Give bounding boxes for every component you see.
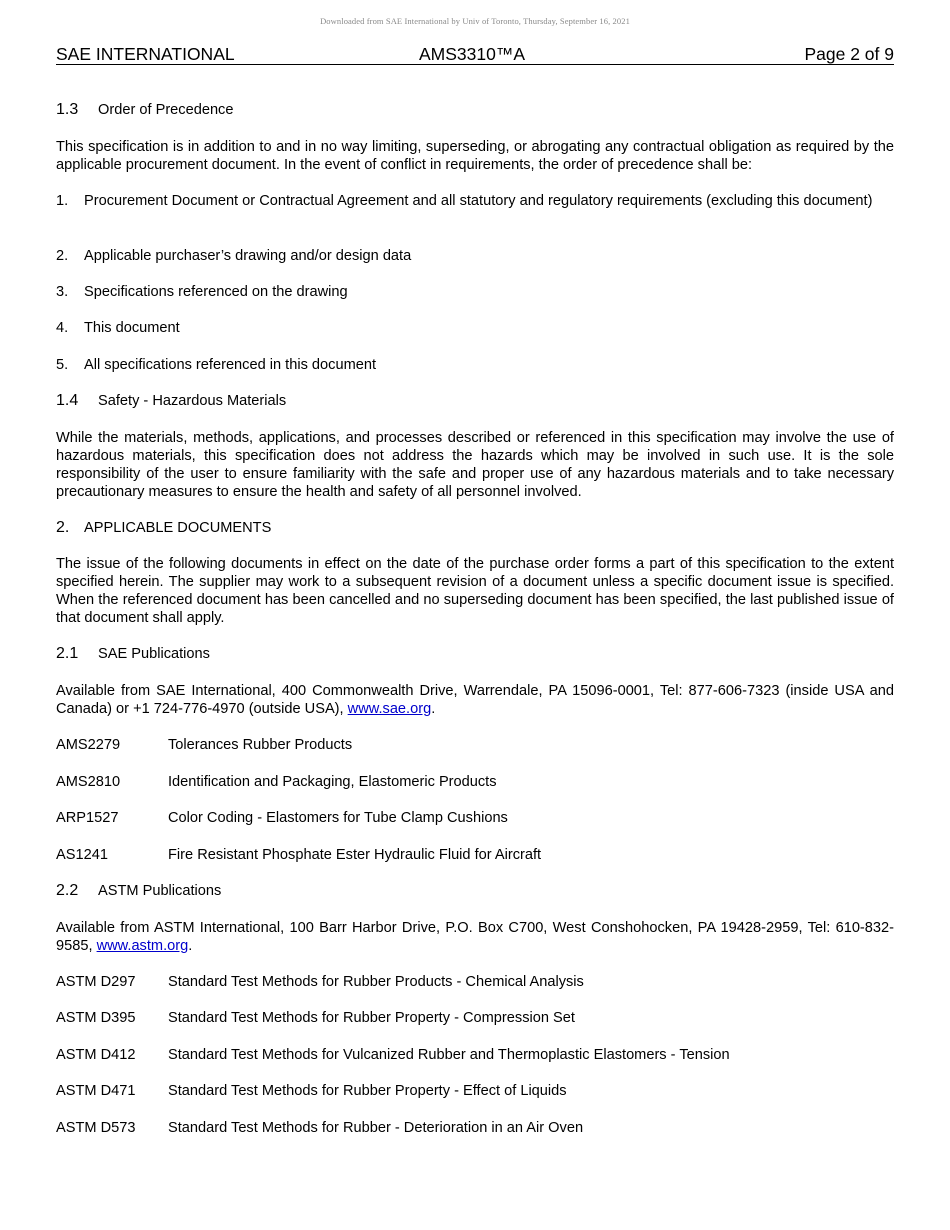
astm-availability-paragraph <box>56 919 894 955</box>
reference-code: ASTM D471 <box>56 1083 136 1099</box>
list-number: 4. <box>56 320 69 336</box>
period: . <box>431 701 436 717</box>
header-page-number: Page 2 of 9 <box>804 44 894 64</box>
reference-code: ASTM D412 <box>56 1047 136 1063</box>
list-number: 3. <box>56 284 69 300</box>
reference-code: AMS2279 <box>56 737 121 753</box>
section-heading-1-4 <box>56 392 894 410</box>
reference-title: Standard Test Methods for Vulcanized Rubber and Thermoplastic Elastomers - Tension <box>168 1047 730 1063</box>
section-number: 1.3 <box>56 101 79 118</box>
list-text: Specifications referenced on the drawing <box>84 284 348 300</box>
reference-code: AMS2810 <box>56 774 121 790</box>
header-org: SAE INTERNATIONAL <box>56 44 235 64</box>
list-text: Procurement Document or Contractual Agreement and all statutory and regulatory requirements (excluding this document) <box>84 193 873 209</box>
section-heading-1-3 <box>56 101 894 119</box>
section-heading-2-2 <box>56 882 894 900</box>
precedence-paragraph: This specification is in addition to and in no way limiting, superseding, or abrogating any contractual obligation as required by the applicable procurement document. In the event of conflict in requirements, the order of precedence shall be: <box>56 139 894 173</box>
list-item <box>56 283 894 301</box>
availability-text: Available from ASTM International, 100 Barr Harbor Drive, P.O. Box C700, West Conshohocken, PA 19428-2959, Tel: 610-832-9585, <box>56 920 894 954</box>
reference-code: ASTM D395 <box>56 1010 136 1026</box>
section-number: 2.1 <box>56 645 79 662</box>
header-doc-id: AMS3310™A <box>419 44 526 64</box>
list-text: All specifications referenced in this document <box>84 357 377 373</box>
download-watermark: Downloaded from SAE International by Univ of Toronto, Thursday, September 16, 2021 <box>320 16 630 26</box>
sae-website-link[interactable]: www.sae.org <box>347 701 432 717</box>
list-number: 1. <box>56 193 69 209</box>
list-item <box>56 192 894 210</box>
safety-paragraph: While the materials, methods, applications, and processes described or referenced in this specification may involve the use of hazardous materials, this specification does not address the hazards which may be involved in such use. It is the sole responsibility of the user to ensure familiarity with the safe and proper use of any hazardous materials and to take necessary precautionary measures to ensure the health and safety of all personnel involved. <box>56 430 894 500</box>
section-heading-2-1 <box>56 645 894 663</box>
sae-availability-paragraph <box>56 682 894 718</box>
section-number: 2. <box>56 519 70 536</box>
section-title: Order of Precedence <box>98 102 234 118</box>
list-item <box>56 356 894 374</box>
reference-code: ASTM D297 <box>56 974 136 990</box>
list-number: 5. <box>56 357 69 373</box>
reference-title: Fire Resistant Phosphate Ester Hydraulic Fluid for Aircraft <box>168 847 542 863</box>
availability-text: Available from SAE International, 400 Commonwealth Drive, Warrendale, PA 15096-0001, Tel: 877-606-7323 (inside USA and Canada) or +1 724-776-4970 (outside USA), <box>56 683 894 717</box>
reference-title: Standard Test Methods for Rubber - Deterioration in an Air Oven <box>168 1120 584 1136</box>
reference-title: Tolerances Rubber Products <box>168 737 353 753</box>
section-heading-2 <box>56 519 894 537</box>
period: . <box>188 938 193 954</box>
list-item <box>56 247 894 265</box>
section-title: APPLICABLE DOCUMENTS <box>84 520 272 536</box>
reference-code: ARP1527 <box>56 810 119 826</box>
section-title: SAE Publications <box>98 646 210 662</box>
page-header <box>56 44 894 65</box>
applicable-documents-paragraph: The issue of the following documents in effect on the date of the purchase order forms a part of this specification to the extent specified herein. The supplier may work to a subsequent revision of a document unless a specific document issue is specified. When the referenced document has been cancelled and no superseding document has been specified, the last published issue of that document shall apply. <box>56 556 894 626</box>
reference-title: Standard Test Methods for Rubber Property - Effect of Liquids <box>168 1083 567 1099</box>
reference-title: Standard Test Methods for Rubber Products - Chemical Analysis <box>168 974 584 990</box>
list-number: 2. <box>56 248 69 264</box>
section-title: Safety - Hazardous Materials <box>98 393 287 409</box>
reference-title: Identification and Packaging, Elastomeric Products <box>168 774 497 790</box>
section-number: 1.4 <box>56 392 79 409</box>
list-text: Applicable purchaser’s drawing and/or design data <box>84 248 412 264</box>
reference-title: Color Coding - Elastomers for Tube Clamp Cushions <box>168 810 508 826</box>
reference-title: Standard Test Methods for Rubber Property - Compression Set <box>168 1010 575 1026</box>
list-item <box>56 319 894 337</box>
list-text: This document <box>84 320 180 336</box>
section-title: ASTM Publications <box>98 883 222 899</box>
reference-code: ASTM D573 <box>56 1120 136 1136</box>
astm-website-link[interactable]: www.astm.org <box>96 938 189 954</box>
section-number: 2.2 <box>56 882 79 899</box>
reference-code: AS1241 <box>56 847 108 863</box>
